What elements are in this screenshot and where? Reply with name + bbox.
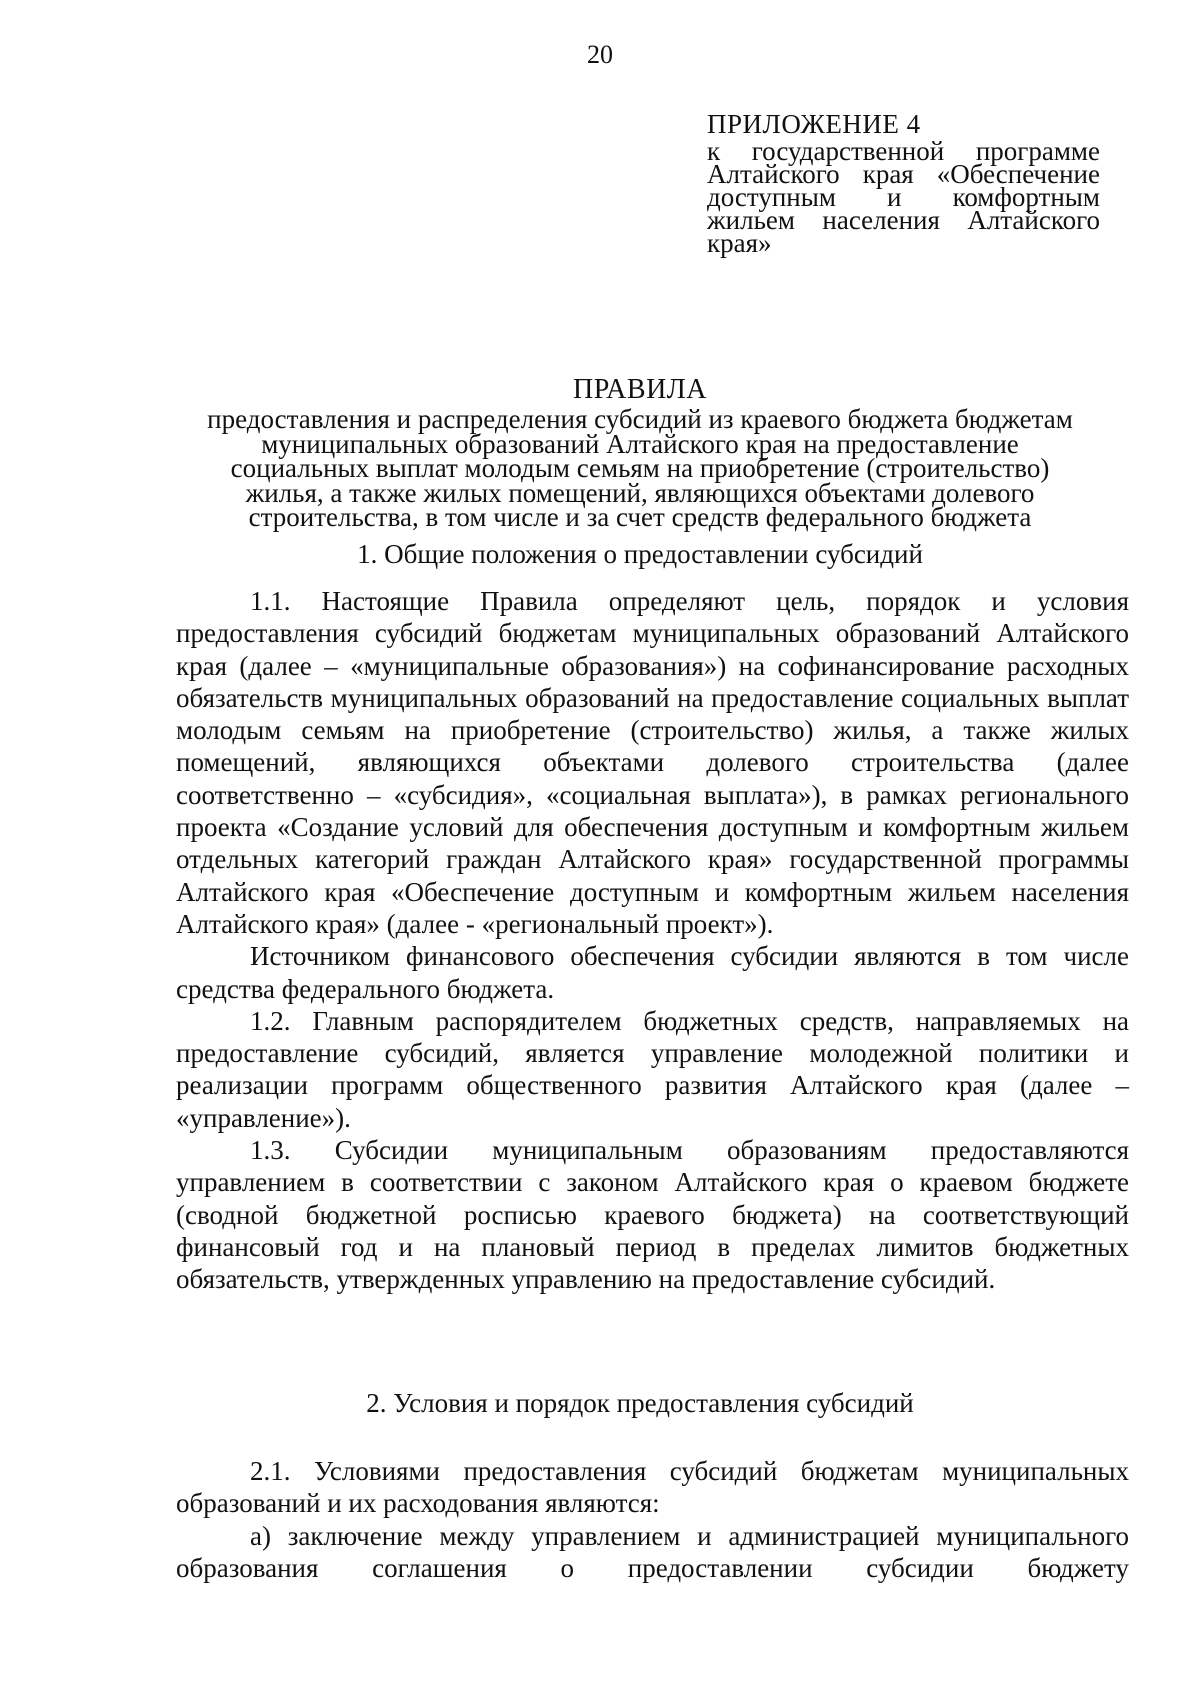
page-number: 20	[587, 40, 613, 69]
rules-subtitle-line: муниципальных образований Алтайского края на предоставление	[261, 428, 1019, 459]
rules-subtitle-line: предоставления и распределения субсидий из краевого бюджета бюджетам	[207, 404, 1073, 434]
paragraph-2-1: 2.1. Условиями предоставления субсидий бюджетам муниципальных образований и их расходования являются:	[176, 1456, 1129, 1519]
rules-subtitle-line: социальных выплат молодым семьям на приобретение (строительство)	[230, 453, 1050, 483]
section-1-heading: 1. Общие положения о предоставлении субсидий	[357, 539, 923, 569]
rules-title: ПРАВИЛА	[572, 374, 708, 405]
paragraph-2-1-a: а) заключение между управлением и администрацией муниципального образования соглашения о предоставлении субсидии бюджету	[176, 1520, 1129, 1583]
section-2-body	[176, 1455, 1129, 1584]
paragraph-funding-source: Источником финансового обеспечения субсидии являются в том числе средства федерального бюджета.	[176, 941, 1129, 1004]
rules-header	[180, 373, 1100, 530]
appendix-text: к государственной программе Алтайского края «Обеспечение доступным и комфортным жильем населения Алтайского края»	[707, 136, 1100, 258]
appendix-block	[707, 108, 1100, 258]
section-1-body	[176, 585, 1129, 1296]
paragraph-1-1: 1.1. Настоящие Правила определяют цель, порядок и условия предоставления субсидий бюджетам муниципальных образований Алтайского края (далее – «муниципальные образования») на софинансирование расходных обязательств муниципальных образований на предоставление социальных выплат молодым семьям на приобретение (строительство) жилья, а также жилых помещений, являющихся объектами долевого строительства (далее соответственно – «субсидия», «социальная выплата»), в рамках регионального проекта «Создание условий для обеспечения доступным и комфортным жильем отдельных категорий граждан Алтайского края» государственной программы Алтайского края «Обеспечение доступным и комфортным жильем населения Алтайского края» (далее - «региональный проект»).	[176, 586, 1129, 939]
rules-subtitle-line: строительства, в том числе и за счет средств федерального бюджета	[248, 502, 1032, 532]
section-2-heading: 2. Условия и порядок предоставления субсидий	[366, 1388, 914, 1418]
paragraph-1-3: 1.3. Субсидии муниципальным образованиям предоставляются управлением в соответствии с законом Алтайского края о краевом бюджете (сводной бюджетной росписью краевого бюджета) на соответствующий финансовый год и на плановый период в пределах лимитов бюджетных обязательств, утвержденных управлению на предоставление субсидий.	[176, 1135, 1129, 1295]
appendix-title: ПРИЛОЖЕНИЕ 4	[707, 109, 921, 139]
rules-subtitle-line: жилья, а также жилых помещений, являющихся объектами долевого	[245, 477, 1035, 508]
paragraph-1-2: 1.2. Главным распорядителем бюджетных средств, направляемых на предоставление субсидий, является управление молодежной политики и реализации программ общественного развития Алтайского края (далее – «управление»).	[176, 1005, 1129, 1133]
